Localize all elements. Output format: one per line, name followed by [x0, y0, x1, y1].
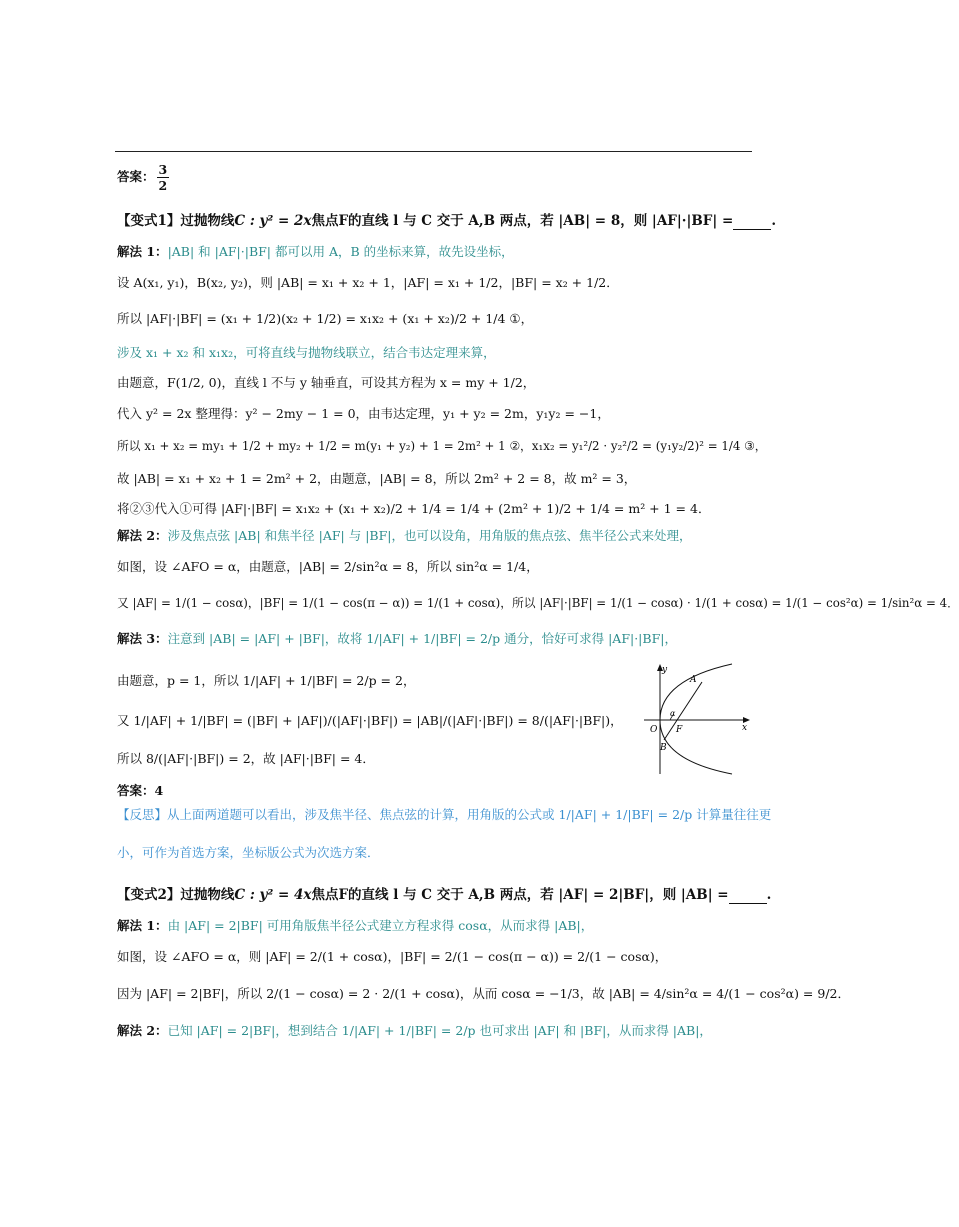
- v1-method1-line2: 设 A(x₁, y₁)，B(x₂, y₂)，则 |AB| = x₁ + x₂ + 1，|AF| = x₁ + 1/2，|BF| = x₂ + 1/2．: [117, 275, 619, 290]
- v1-method2-intro: 解法 2：涉及焦点弦 |AB| 和焦半径 |AF| 与 |BF|，也可以设角，用角版的焦点弦、焦半径公式来处理，: [117, 528, 692, 543]
- answer-blank: [733, 217, 771, 230]
- v1-method1-intro: 解法 1：|AB| 和 |AF|·|BF| 都可以用 A，B 的坐标来算，故先设坐标，: [117, 244, 514, 259]
- v1-method3-intro: 解法 3：注意到 |AB| = |AF| + |BF|，故将 1/|AF| + 1/|BF| = 2/p 通分，恰好可求得 |AF|·|BF|，: [117, 631, 677, 646]
- v1-method1-line8: 故 |AB| = x₁ + x₂ + 1 = 2m² + 2，由题意，|AB| = 8，所以 2m² + 2 = 8，故 m² = 3，: [117, 471, 637, 486]
- v2-method1-line3: 因为 |AF| = 2|BF|，所以 2/(1 − cosα) = 2 · 2/(1 + cosα)，从而 cosα = −1/3，故 |AB| = 4/sin²α = 4/(1 − cos²α) = 9/2．: [117, 986, 850, 1001]
- reflection-line1: 【反思】从上面两道题可以看出，涉及焦半径、焦点弦的计算，用角版的公式或 1/|AF| + 1/|BF| = 2/p 计算量往往更: [117, 807, 772, 822]
- answer-1-fraction: $\frac{3}{2}$: [158, 162, 168, 193]
- v1-method1-line6: 代入 y² = 2x 整理得：y² − 2my − 1 = 0，由韦达定理，y₁ + y₂ = 2m，y₁y₂ = −1，: [117, 406, 610, 421]
- answer-1: 答案： $\frac{3}{2}$: [117, 162, 168, 193]
- v1-method3-line4: 所以 8/(|AF|·|BF|) = 2，故 |AF|·|BF| = 4．: [117, 751, 375, 766]
- reflection-tag: 【反思】: [117, 807, 168, 822]
- v1-method3-line2: 由题意，p = 1，所以 1/|AF| + 1/|BF| = 2/p = 2，: [117, 673, 416, 688]
- figure-label-A: A: [690, 675, 697, 685]
- v1-method2-line3: 又 |AF| = 1/(1 − cosα)，|BF| = 1/(1 − cos(π − α)) = 1/(1 + cosα)，所以 |AF|·|BF| = 1/(1 − cosα) · 1/(1 + cosα) = 1/(1 − cos²α) = 1/sin²α = 4．: [117, 596, 959, 610]
- v2-method2-intro: 解法 2：已知 |AF| = 2|BF|，想到结合 1/|AF| + 1/|BF| = 2/p 也可求出 |AF| 和 |BF|，从而求得 |AB|，: [117, 1023, 712, 1038]
- figure-label-B: B: [660, 743, 667, 753]
- v2-method1-line2: 如图，设 ∠AFO = α，则 |AF| = 2/(1 + cosα)，|BF| = 2/(1 − cos(π − α)) = 2/(1 − cosα)，: [117, 949, 668, 964]
- reflection-line2: 小，可作为首选方案，坐标版公式为次选方案．: [117, 845, 380, 860]
- variant-1-problem: 【变式1】过抛物线C : y² = 2x焦点F的直线 l 与 C 交于 A,B 两点，若 |AB| = 8，则 |AF|·|BF| = .: [117, 213, 777, 229]
- figure-label-x: x: [742, 723, 748, 733]
- v2-method1-intro: 解法 1：由 |AF| = 2|BF| 可用角版焦半径公式建立方程求得 cosα，从而求得 |AB|，: [117, 918, 594, 933]
- figure-label-alpha: α: [670, 709, 676, 718]
- figure-label-y: y: [662, 665, 668, 675]
- v1-method1-line7: 所以 x₁ + x₂ = my₁ + 1/2 + my₂ + 1/2 = m(y₁ + y₂) + 1 = 2m² + 1 ②，x₁x₂ = y₁²/2 · y₂²/2 = (y₁y₂/2)² = 1/4 ③，: [117, 439, 767, 453]
- variant-2-problem: 【变式2】过抛物线C : y² = 4x焦点F的直线 l 与 C 交于 A,B 两点，若 |AF| = 2|BF|，则 |AB| = .: [117, 887, 772, 903]
- v1-method1-line4: 涉及 x₁ + x₂ 和 x₁x₂，可将直线与抛物线联立，结合韦达定理来算，: [117, 345, 496, 360]
- figure-label-O: O: [650, 725, 658, 735]
- top-divider: [115, 151, 752, 152]
- v1-method1-line5: 由题意，F(1/2, 0)，直线 l 不与 y 轴垂直，可设其方程为 x = my + 1/2，: [117, 375, 536, 390]
- parabola-figure: [640, 660, 755, 780]
- v1-method1-line3: 所以 |AF|·|BF| = (x₁ + 1/2)(x₂ + 1/2) = x₁x₂ + (x₁ + x₂)/2 + 1/4 ①，: [117, 311, 534, 326]
- answer-2: 答案：4: [117, 783, 164, 798]
- answer-blank-2: [729, 891, 767, 904]
- figure-label-F: F: [676, 725, 683, 735]
- v1-method3-line3: 又 1/|AF| + 1/|BF| = (|BF| + |AF|)/(|AF|·|BF|) = |AB|/(|AF|·|BF|) = 8/(|AF|·|BF|)，: [117, 713, 623, 728]
- v1-method1-line9: 将②③代入①可得 |AF|·|BF| = x₁x₂ + (x₁ + x₂)/2 + 1/4 = 1/4 + (2m² + 1)/2 + 1/4 = m² + 1 = 4．: [117, 501, 711, 516]
- v1-method2-line2: 如图，设 ∠AFO = α，由题意，|AB| = 2/sin²α = 8，所以 sin²α = 1/4，: [117, 559, 539, 574]
